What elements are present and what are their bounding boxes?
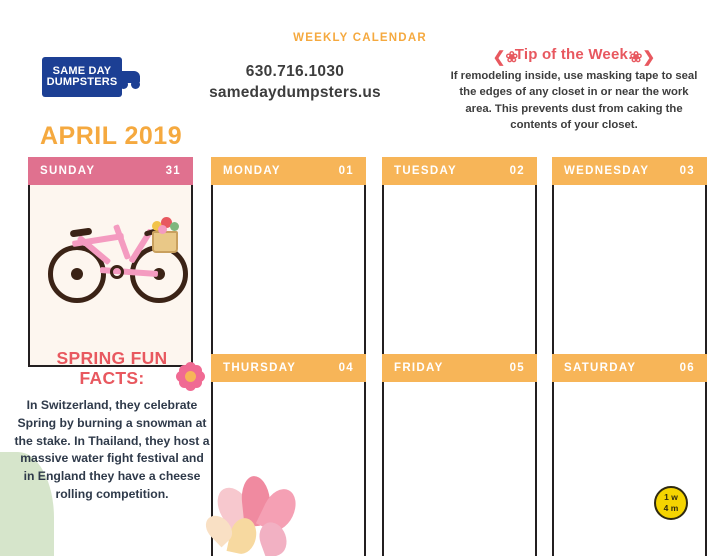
day-header-monday	[211, 157, 366, 185]
day-date: 04	[338, 362, 354, 374]
day-date: 31	[165, 165, 181, 177]
spring-fun-facts	[14, 348, 210, 503]
day-body-friday[interactable]	[382, 382, 537, 556]
day-name: WEDNESDAY	[564, 165, 650, 177]
day-cell-monday[interactable]	[211, 157, 366, 367]
page-title: WEEKLY CALENDAR	[293, 32, 427, 44]
day-date: 05	[509, 362, 525, 374]
facts-title-line2: FACTS:	[79, 368, 145, 389]
tip-of-the-week	[448, 46, 700, 134]
contact-phone[interactable]: 630.716.1030	[245, 63, 345, 80]
day-body-saturday[interactable]	[552, 382, 707, 556]
logo-box	[42, 57, 122, 97]
day-header-sunday	[28, 157, 193, 185]
day-name: TUESDAY	[394, 165, 457, 177]
day-date: 03	[679, 165, 695, 177]
flourish-right-icon: ❀❯	[629, 49, 656, 66]
day-header-friday	[382, 354, 537, 382]
flourish-left-icon: ❮❀	[492, 49, 519, 66]
size-badge[interactable]	[654, 486, 688, 520]
day-body-wednesday[interactable]	[552, 185, 707, 367]
tip-title: Tip of the Week:	[514, 46, 634, 63]
tip-title-wrap	[492, 46, 656, 66]
day-body-tuesday[interactable]	[382, 185, 537, 367]
day-header-saturday	[552, 354, 707, 382]
day-header-thursday	[211, 354, 366, 382]
day-cell-sunday[interactable]	[28, 157, 193, 367]
petal-decoration-icon	[208, 470, 318, 556]
day-cell-tuesday[interactable]	[382, 157, 537, 367]
day-body-monday[interactable]	[211, 185, 366, 367]
day-name: FRIDAY	[394, 362, 444, 374]
day-header-wednesday	[552, 157, 707, 185]
flower-icon	[176, 362, 204, 390]
company-logo[interactable]	[42, 57, 152, 101]
day-body-sunday[interactable]	[28, 185, 193, 367]
logo-line1: SAME DAY	[52, 65, 112, 77]
tip-body: If remodeling inside, use masking tape to seal the edges of any closet in or near the work area. This prevents dust from caking the contents of your closet.	[450, 70, 698, 132]
day-name: SATURDAY	[564, 362, 637, 374]
day-name: MONDAY	[223, 165, 281, 177]
contact-website[interactable]: samedaydumpsters.us	[209, 84, 381, 102]
badge-line1: 1 w	[664, 492, 678, 503]
badge-line2: 4 m	[663, 503, 679, 513]
contact-block	[150, 60, 440, 103]
day-cell-friday[interactable]	[382, 354, 537, 556]
facts-title-line1: SPRING FUN	[56, 348, 168, 368]
day-cell-saturday[interactable]	[552, 354, 707, 556]
day-date: 01	[338, 165, 354, 177]
facts-body: In Switzerland, they celebrate Spring by burning a snowman at the stake. In Thailand, they host a massive water fight festival and in England they have a cheese rolling competition.	[14, 398, 210, 501]
day-date: 06	[679, 362, 695, 374]
dumpster-truck-icon	[118, 67, 150, 89]
day-header-tuesday	[382, 157, 537, 185]
day-cell-wednesday[interactable]	[552, 157, 707, 367]
bicycle-illustration	[48, 213, 188, 303]
day-name: SUNDAY	[40, 165, 96, 177]
day-date: 02	[509, 165, 525, 177]
month-label: APRIL 2019	[40, 122, 183, 150]
day-name: THURSDAY	[223, 362, 297, 374]
logo-line2: DUMPSTERS	[46, 76, 118, 88]
